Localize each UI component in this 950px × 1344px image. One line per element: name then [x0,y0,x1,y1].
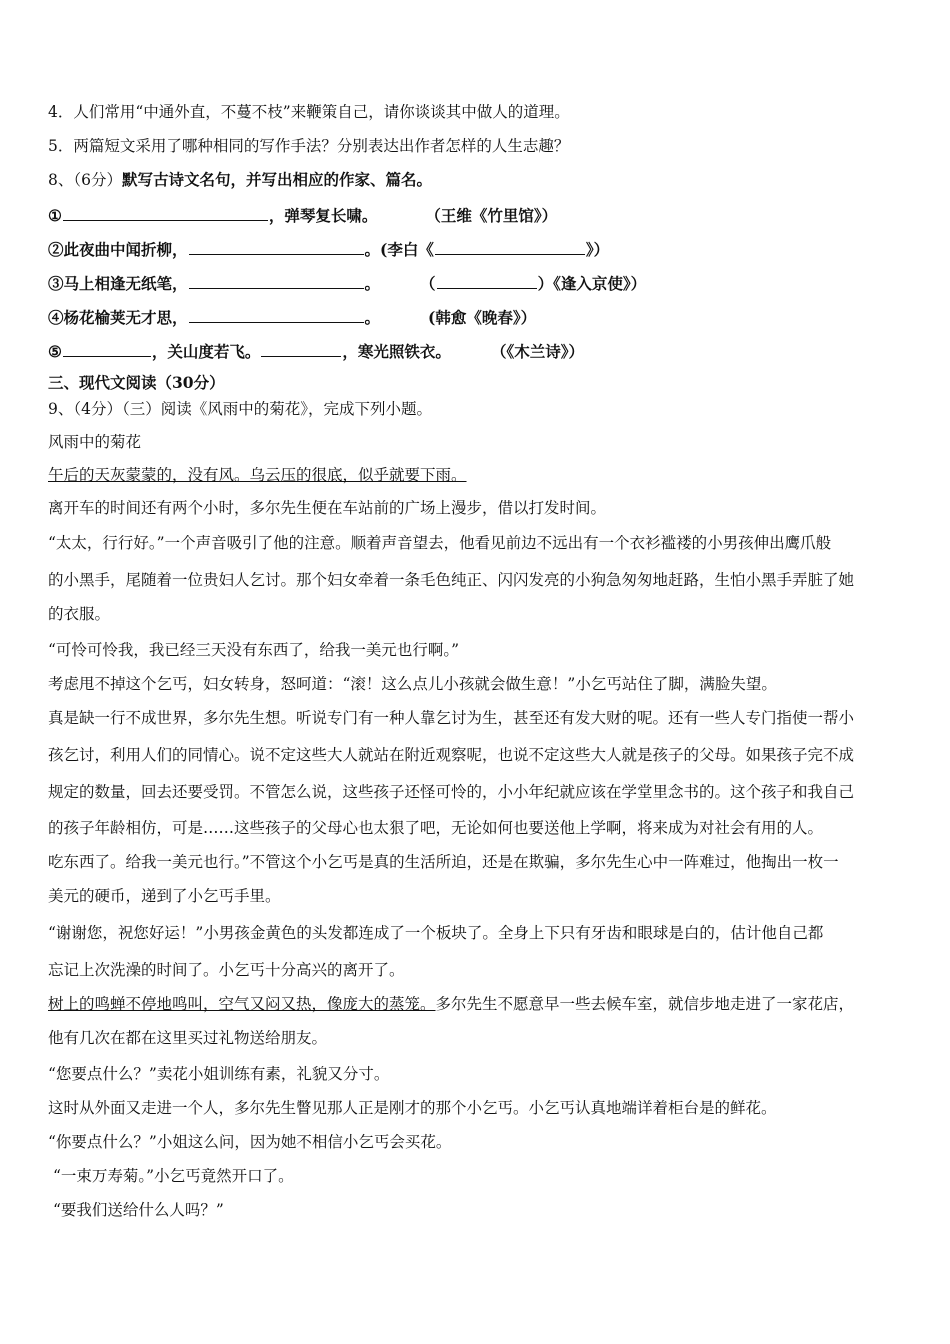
item-3-open: （ [420,274,436,293]
story-line-19: 这时从外面又走进一个人，多尔先生瞥见那人正是刚才的那个小乞丐。小乞丐认真地端详着柜台是的鲜花。 [48,1099,777,1117]
question-4: 4．人们常用“中通外直，不蔓不枝”来鞭策自己，请你谈谈其中做人的道理。 [48,103,570,121]
story-line-21: “一束万寿菊。”小乞丐竟然开口了。 [53,1167,294,1185]
section-3-heading: 三、现代文阅读（30分） [48,373,225,392]
question-8-title: 默写古诗文名句，并写出相应的作家、篇名。 [121,170,432,189]
story-line-14: “谢谢您，祝您好运！”小男孩金黄色的头发都连成了一个板块了。全身上下只有牙齿和眼球是白的，估计他自己都 [48,924,824,942]
question-8 [48,169,918,191]
item-1-number: ① [48,206,62,225]
story-line-20: “你要点什么？”小姐这么问，因为她不相信小乞丐会买花。 [48,1133,452,1151]
item-5-end: ，寒光照铁衣。 [342,342,451,361]
fill-in-item-3 [48,271,918,295]
story-line-10: 规定的数量，回去还要受罚。不管怎么说，这些孩子还怪可怜的，小小年纪就应该在学堂里念书的。这个孩子和我自己 [48,783,855,801]
question-9: 9、（4分）（三）阅读《风雨中的菊花》，完成下列小题。 [48,400,432,418]
story-line-2: 离开车的时间还有两个小时，多尔先生便在车站前的广场上漫步，借以打发时间。 [48,499,607,517]
story-line-4: 的小黑手，尾随着一位贵妇人乞讨。那个妇女牵着一条毛色纯正、闪闪发亮的小狗急匆匆地赶路，生怕小黑手弄脏了她 [48,571,855,589]
fill-in-item-2 [48,237,918,261]
item-4-number: ④ [48,308,64,327]
item-5-number: ⑤ [48,342,62,361]
story-line-17: 他有几次在都在这里买过礼物送给朋友。 [48,1029,328,1047]
story-line-18: “您要点什么？”卖花小姐训练有素，礼貌又分寸。 [48,1065,390,1083]
answer-blank[interactable] [189,237,364,255]
story-line-3: “太太，行行好。”一个声音吸引了他的注意。顺着声音望去，他看见前边不远出有一个衣衫褴褛的小男孩伸出鹰爪般 [48,534,832,552]
story-line-7: 考虑甩不掉这个乞丐，妇女转身，怒呵道：“滚！这么点儿小孩就会做生意！”小乞丐站住了脚，满脸失望。 [48,675,777,693]
story-line-22: “要我们送给什么人吗？” [53,1201,224,1219]
item-2-end: 。(李白《 [364,240,434,259]
story-line-9: 孩乞讨，利用人们的同情心。说不定这些大人就站在附近观察呢，也说不定这些大人就是孩子的父母。如果孩子完不成 [48,746,855,764]
question-8-prefix: 8、（6分） [48,171,122,189]
item-4-source: (韩愈《晚春》） [428,308,537,327]
answer-blank[interactable] [261,339,341,357]
story-line-12: 吃东西了。给我一美元也行。”不管这个小乞丐是真的生活所迫，还是在欺骗，多尔先生心中一阵难过，他掏出一枚一 [48,853,839,871]
story-line-13: 美元的硬币，递到了小乞丐手里。 [48,887,281,905]
item-3-number: ③ [48,274,64,293]
item-1-text: ，弹琴复长啸。 [268,206,378,225]
item-3-source: ）《逢入京使》） [537,274,647,293]
story-line-16-underlined: 树上的鸣蝉不停地鸣叫，空气又闷又热，像庞大的蒸笼。 [48,995,436,1013]
answer-blank[interactable] [63,203,268,221]
answer-blank[interactable] [435,237,585,255]
item-4-end: 。 [364,308,381,327]
item-5-mid: ，关山度若飞。 [151,342,261,361]
story-line-16-rest: 多尔先生不愿意早一些去候车室，就信步地走进了一家花店， [435,995,855,1013]
item-2-text: 此夜曲中闻折柳， [63,240,188,259]
question-5: 5．两篇短文采用了哪种相同的写作手法？分别表达出作者怎样的人生志趣？ [48,137,570,155]
item-5-source: （《木兰诗》） [490,342,584,361]
story-line-5: 的衣服。 [48,605,111,623]
story-title: 风雨中的菊花 [48,433,142,451]
story-line-8: 真是缺一行不成世界，多尔先生想。听说专门有一种人靠乞讨为生，甚至还有发大财的呢。还有一些人专门指使一帮小 [48,709,855,727]
item-3-end: 。 [364,274,381,293]
story-line-11: 的孩子年龄相仿，可是……这些孩子的父母心也太狠了吧，无论如何也要送他上学啊，将来成为对社会有用的人。 [48,819,824,837]
item-4-text: 杨花榆荚无才思， [63,308,188,327]
fill-in-item-1 [48,203,918,227]
story-line-1: 午后的天灰蒙蒙的，没有风。乌云压的很底，似乎就要下雨。 [48,466,467,484]
answer-blank[interactable] [63,339,151,357]
item-1-source: （王维《竹里馆》） [425,206,558,225]
item-2-number: ② [48,240,64,259]
answer-blank[interactable] [189,271,364,289]
fill-in-item-4 [48,305,918,329]
answer-blank[interactable] [189,305,364,323]
story-line-16 [48,993,918,1015]
story-line-6: “可怜可怜我，我已经三天没有东西了，给我一美元也行啊。” [48,641,460,659]
fill-in-item-5 [48,339,918,363]
story-line-15: 忘记上次洗澡的时间了。小乞丐十分高兴的离开了。 [48,961,405,979]
item-3-text: 马上相逢无纸笔， [63,274,188,293]
answer-blank[interactable] [437,271,537,289]
item-2-close: 》） [585,240,610,259]
